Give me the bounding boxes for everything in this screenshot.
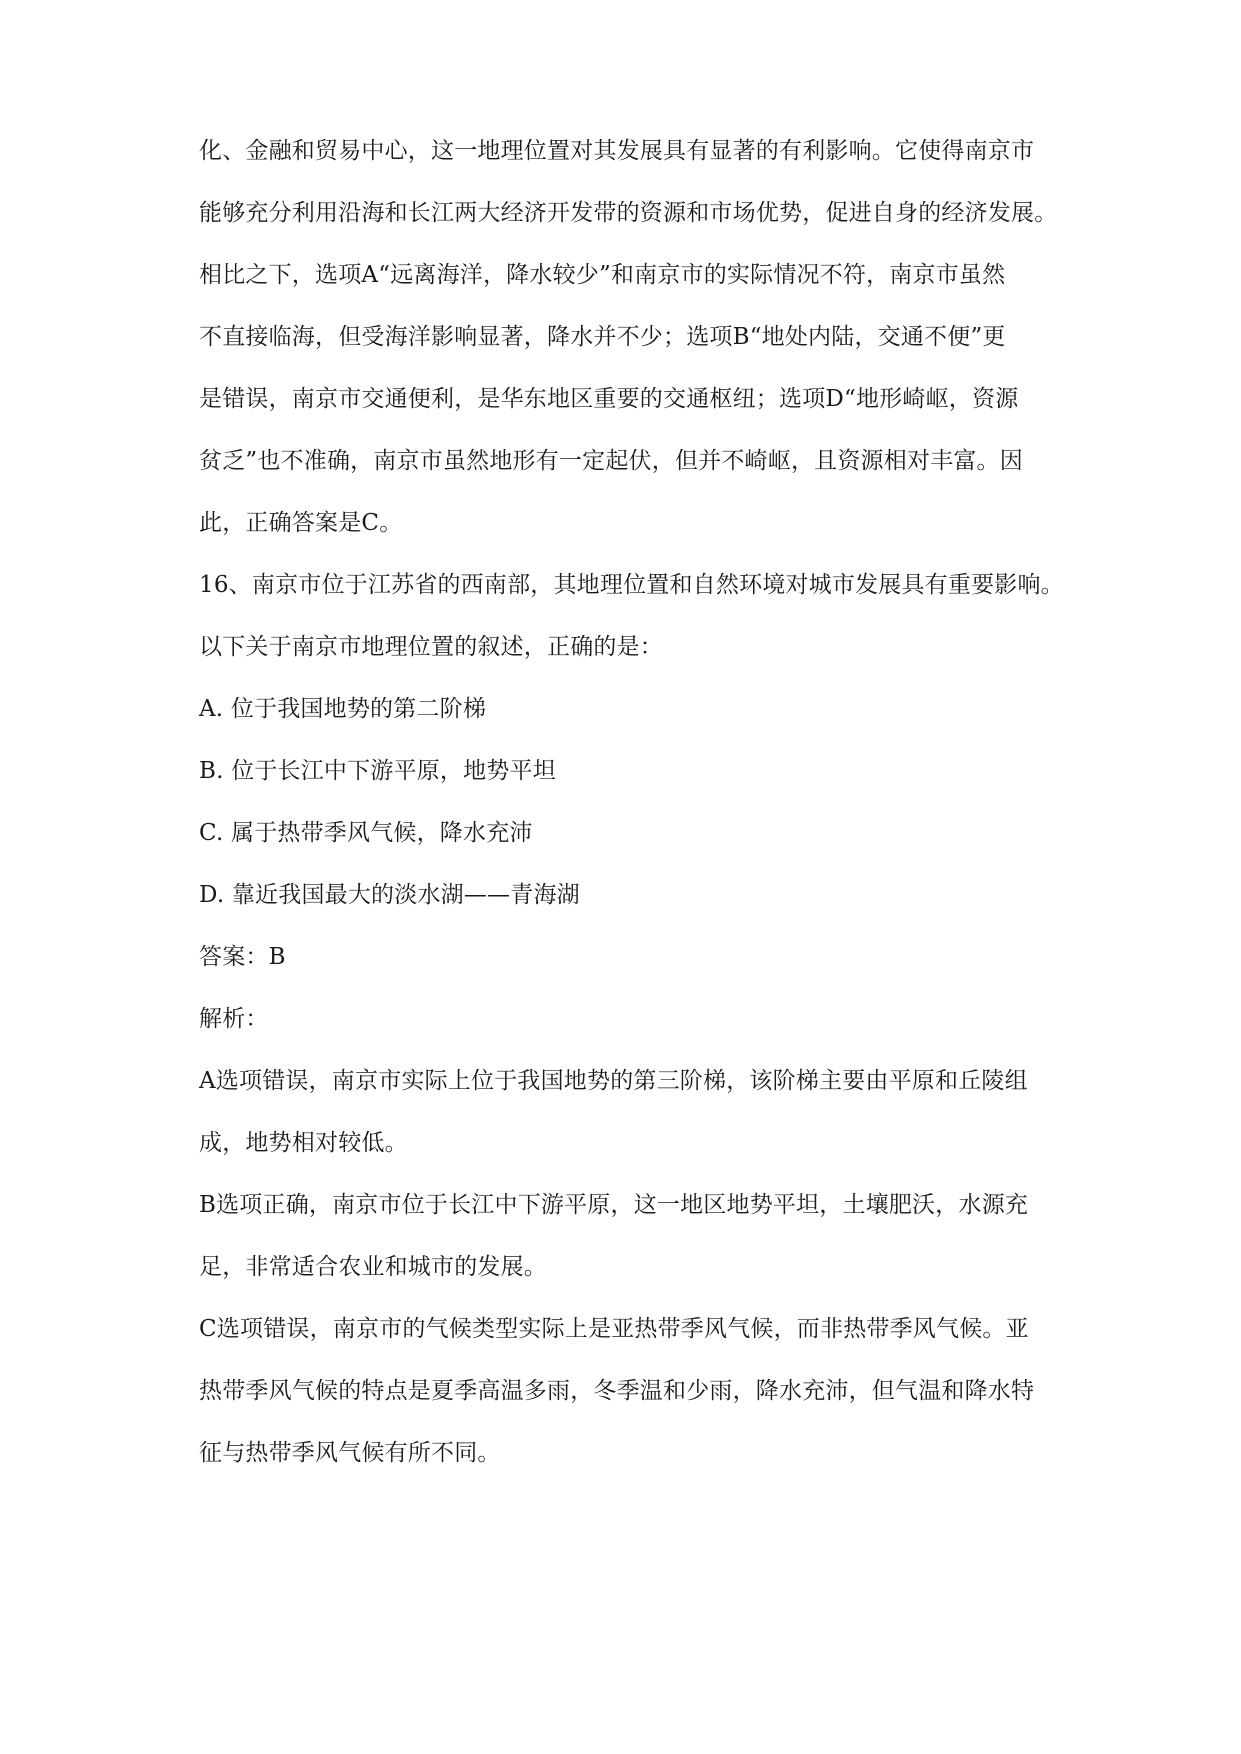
analysis-line: 征与热带季风气候有所不同。 (199, 1440, 501, 1466)
analysis-line: B选项正确，南京市位于长江中下游平原，这一地区地势平坦，土壤肥沃，水源充 (199, 1192, 1029, 1218)
question-line: 16、南京市位于江苏省的西南部，其地理位置和自然环境对城市发展具有重要影响。 (199, 572, 1064, 598)
answer-line: 答案：B (199, 944, 286, 970)
paragraph-line: 化、金融和贸易中心，这一地理位置对其发展具有显著的有利影响。它使得南京市 (199, 138, 1035, 164)
option-d: D. 靠近我国最大的淡水湖——青海湖 (199, 882, 580, 908)
analysis-line: 足，非常适合农业和城市的发展。 (199, 1254, 547, 1280)
option-c: C. 属于热带季风气候，降水充沛 (199, 820, 533, 846)
analysis-line: C选项错误，南京市的气候类型实际上是亚热带季风气候，而非热带季风气候。亚 (199, 1316, 1029, 1342)
option-b: B. 位于长江中下游平原，地势平坦 (199, 758, 556, 784)
paragraph-line: 相比之下，选项A“远离海洋，降水较少”和南京市的实际情况不符，南京市虽然 (199, 262, 1006, 288)
paragraph-line: 不直接临海，但受海洋影响显著，降水并不少；选项B“地处内陆，交通不便”更 (199, 324, 1006, 350)
question-line: 以下关于南京市地理位置的叙述，正确的是： (199, 634, 663, 660)
analysis-line: 成，地势相对较低。 (199, 1130, 408, 1156)
option-a: A. 位于我国地势的第二阶梯 (199, 696, 487, 722)
paragraph-line: 是错误，南京市交通便利，是华东地区重要的交通枢纽；选项D“地形崎岖，资源 (199, 386, 1019, 412)
paragraph-line: 此，正确答案是C。 (199, 510, 403, 536)
analysis-line: 热带季风气候的特点是夏季高温多雨，冬季温和少雨，降水充沛，但气温和降水特 (199, 1378, 1035, 1404)
paragraph-line: 贫乏”也不准确，南京市虽然地形有一定起伏，但并不崎岖，且资源相对丰富。因 (199, 448, 1023, 474)
paragraph-line: 能够充分利用沿海和长江两大经济开发带的资源和市场优势，促进自身的经济发展。 (199, 200, 1058, 226)
analysis-line: A选项错误，南京市实际上位于我国地势的第三阶梯，该阶梯主要由平原和丘陵组 (199, 1068, 1028, 1094)
analysis-heading: 解析： (199, 1006, 269, 1032)
